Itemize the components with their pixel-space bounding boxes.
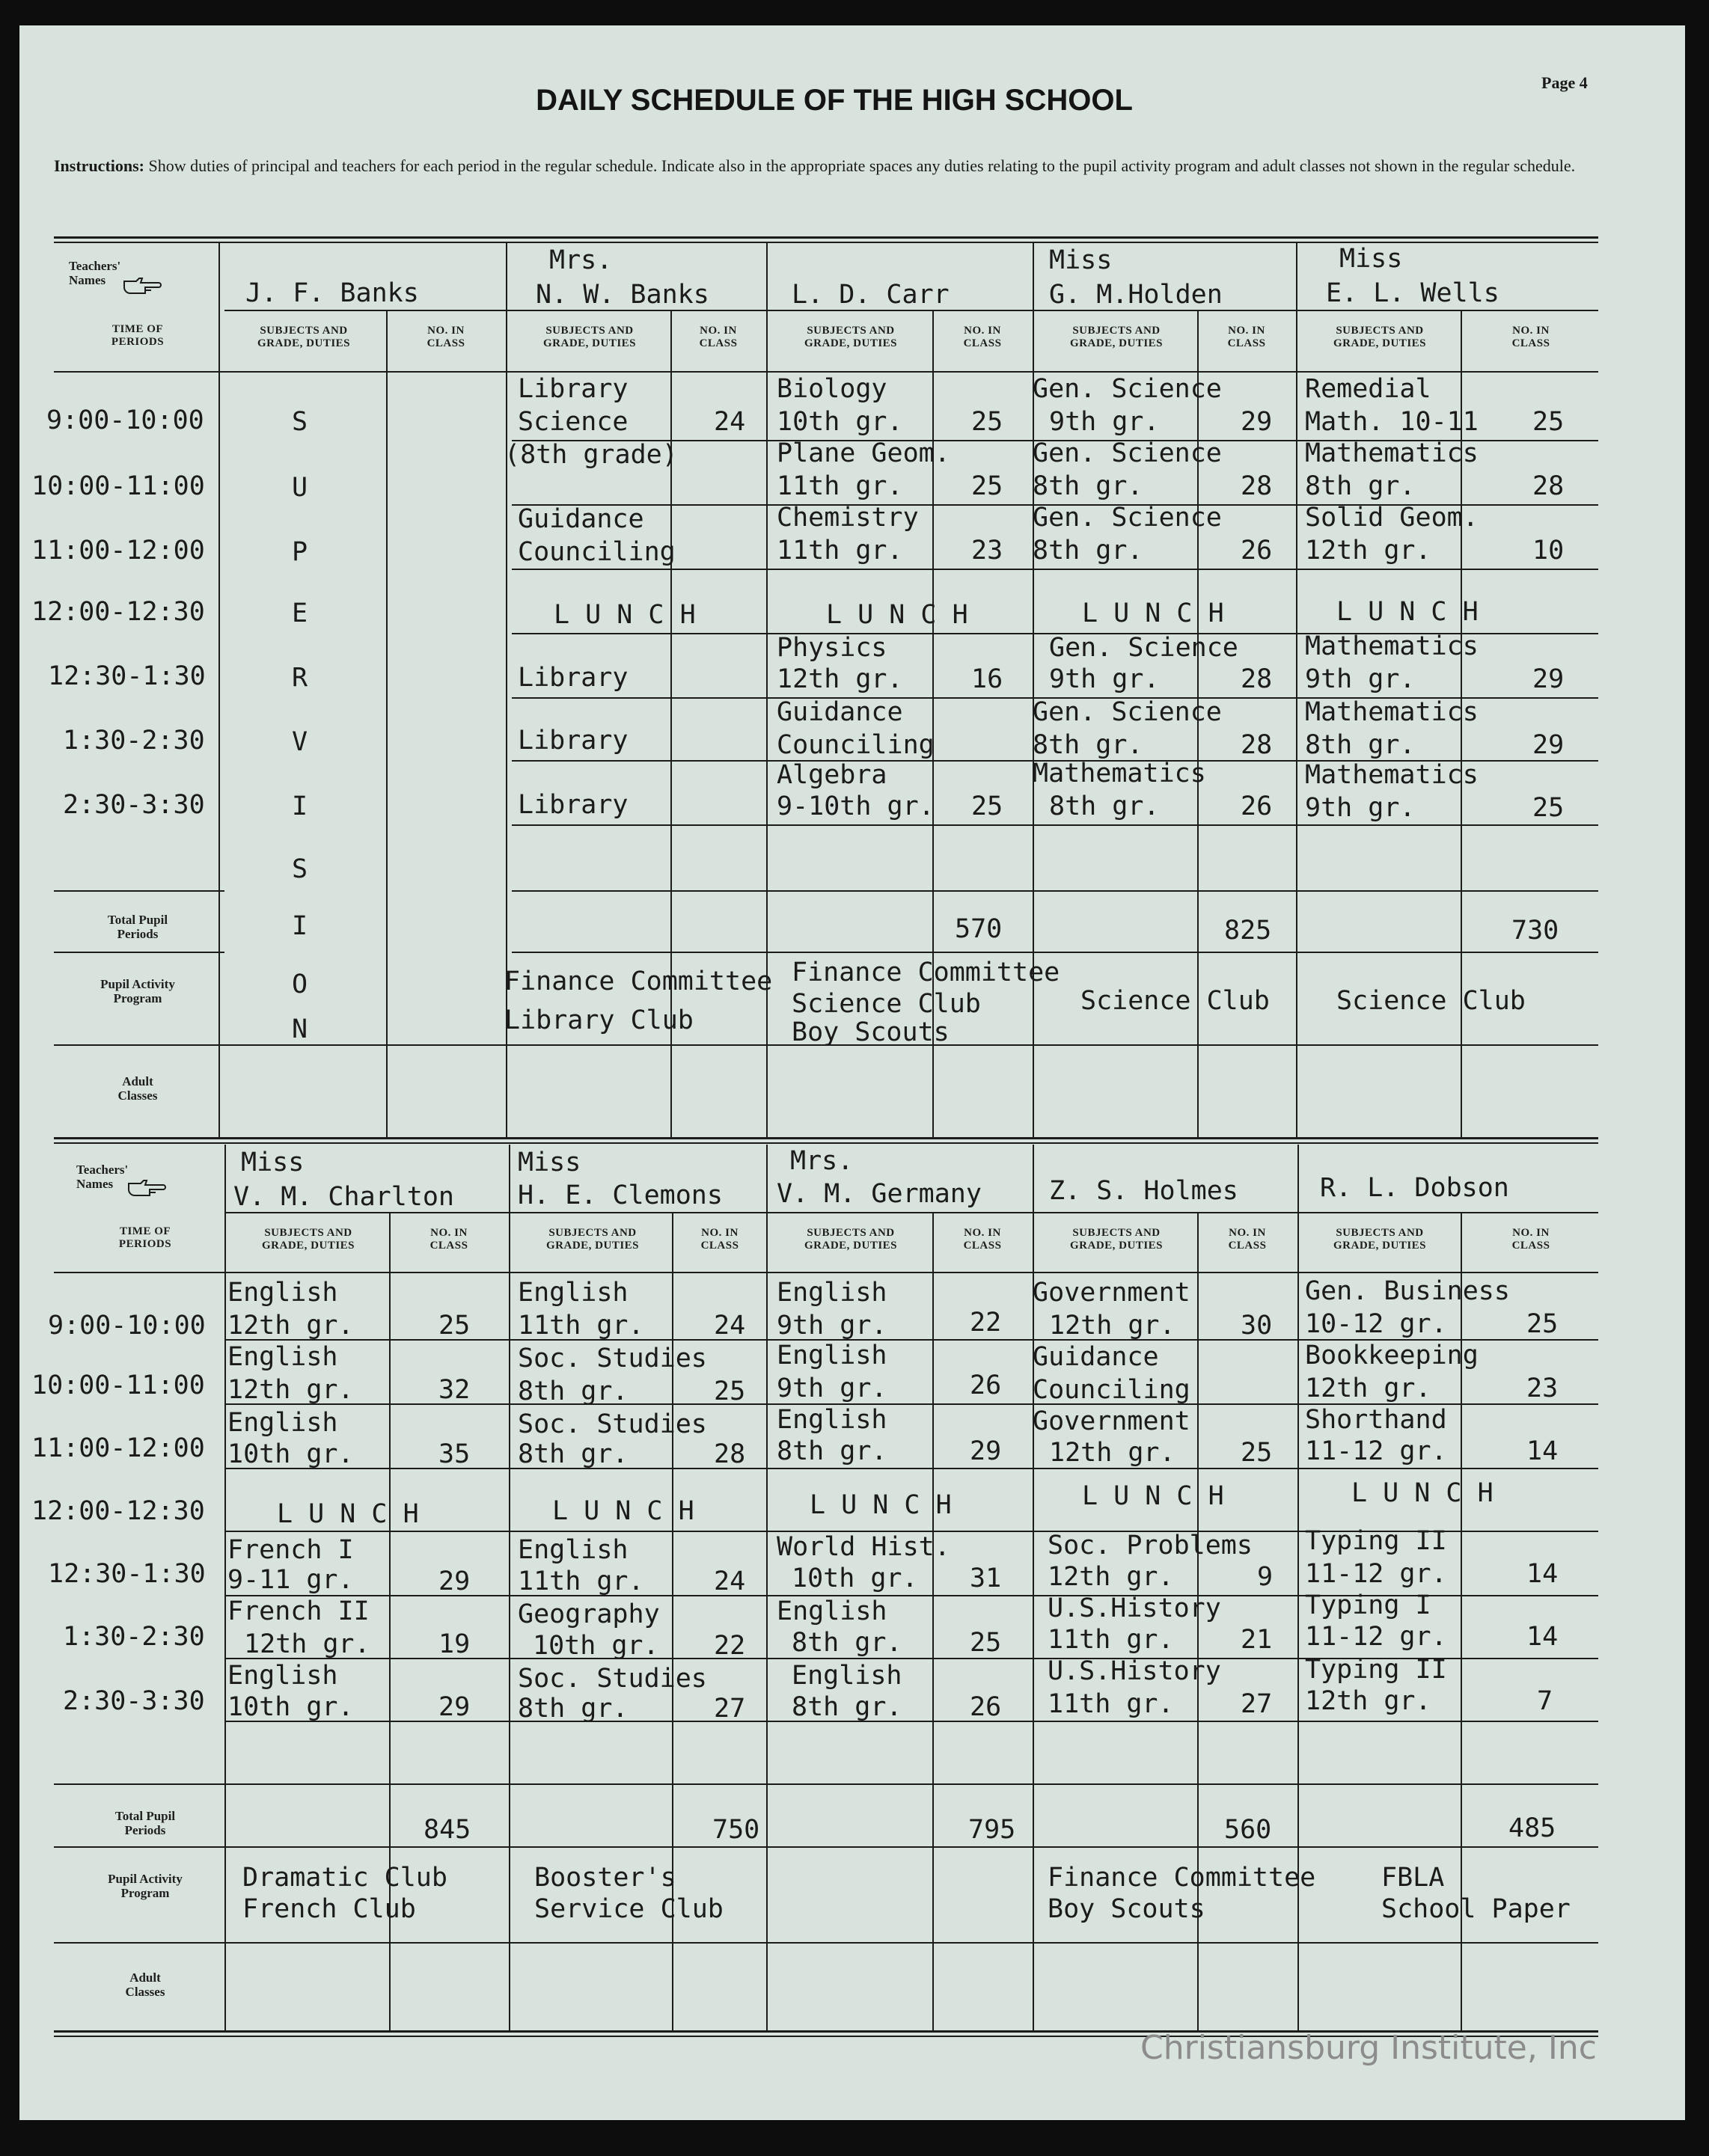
teacher-name: G. M.Holden — [1049, 280, 1223, 310]
schedule-entry: Guidance — [1033, 1342, 1159, 1372]
activity-entry: School Paper — [1381, 1894, 1571, 1924]
class-size: 25 — [1532, 793, 1565, 823]
activity-entry: Science Club — [1336, 986, 1526, 1016]
schedule-entry: Government — [1033, 1406, 1190, 1436]
schedule-entry: 8th gr. — [1033, 471, 1143, 501]
class-size: 25 — [1241, 1438, 1273, 1468]
schedule-entry: Library — [518, 663, 629, 693]
table1-top-rule — [54, 236, 1598, 239]
supervision-letter: S — [292, 407, 308, 437]
schedule-entry: 12th gr. — [1048, 1562, 1174, 1592]
header-rule — [224, 310, 1598, 311]
lunch-label: L U N C H — [554, 600, 696, 630]
schedule-entry: 12th gr. — [1049, 1311, 1175, 1341]
teachers-names-label: Teachers' Names — [69, 259, 121, 287]
activity-entry: Booster's — [534, 1863, 676, 1893]
pointing-hand-icon — [123, 277, 163, 295]
class-size: 32 — [438, 1375, 471, 1405]
row-rule — [224, 1468, 1598, 1469]
class-size: 22 — [970, 1308, 1002, 1338]
subjects-duties-label: SUBJECTS AND GRADE, DUTIES — [1333, 1227, 1427, 1252]
schedule-entry: 9-11 gr. — [227, 1565, 354, 1595]
schedule-entry: Soc. Studies — [518, 1409, 707, 1439]
schedule-entry: 11-12 gr. — [1305, 1436, 1447, 1466]
schedule-entry: Library — [518, 790, 629, 820]
activity-entry: Library Club — [504, 1005, 694, 1035]
no-in-class-label: NO. IN CLASS — [699, 325, 738, 349]
class-size: 29 — [438, 1692, 471, 1722]
period-time: 9:00-10:00 — [48, 1311, 206, 1341]
class-size: 23 — [971, 536, 1003, 566]
column-rule — [1297, 1145, 1299, 2032]
class-size: 9 — [1257, 1562, 1274, 1592]
class-size: 28 — [1241, 664, 1273, 694]
total-periods: 845 — [424, 1815, 471, 1845]
instructions — [54, 156, 1600, 177]
subjects-duties-label: SUBJECTS AND GRADE, DUTIES — [804, 325, 898, 349]
schedule-entry: English — [518, 1278, 629, 1308]
class-size: 35 — [438, 1439, 471, 1469]
schedule-entry: 9th gr. — [1049, 664, 1160, 694]
class-size: 10 — [1532, 536, 1565, 566]
schedule-entry: English — [792, 1661, 902, 1691]
teacher-title: Mrs. — [790, 1146, 854, 1176]
total-periods: 560 — [1224, 1815, 1272, 1845]
column-rule — [386, 311, 388, 1137]
schedule-entry: World Hist. — [777, 1532, 950, 1562]
schedule-entry: Soc. Studies — [518, 1664, 707, 1694]
pointing-hand-icon — [127, 1179, 168, 1197]
header-rule — [224, 1212, 1598, 1213]
subjects-duties-label: SUBJECTS AND GRADE, DUTIES — [545, 1227, 640, 1252]
page-number: Page 4 — [1541, 73, 1588, 92]
activity-entry: FBLA — [1381, 1863, 1445, 1893]
schedule-entry: 9-10th gr. — [777, 791, 935, 821]
subjects-duties-label: SUBJECTS AND GRADE, DUTIES — [804, 1227, 898, 1252]
class-size: 26 — [970, 1371, 1002, 1400]
class-size: 25 — [971, 471, 1003, 501]
schedule-entry: Soc. Problems — [1048, 1531, 1253, 1561]
class-size: 24 — [714, 1311, 746, 1341]
schedule-entry: 11th gr. — [1048, 1689, 1174, 1719]
class-size: 25 — [971, 407, 1003, 437]
schedule-entry: Mathematics — [1305, 760, 1479, 790]
schedule-entry: Guidance — [777, 697, 903, 727]
schedule-entry: 10-12 gr. — [1305, 1309, 1447, 1339]
column-rule — [224, 1145, 226, 2032]
schedule-entry: U.S.History — [1048, 1656, 1221, 1686]
schedule-entry: Shorthand — [1305, 1405, 1447, 1435]
schedule-entry: 12th gr. — [1049, 1438, 1175, 1468]
teacher-name: V. M. Germany — [777, 1179, 982, 1209]
schedule-entry: U.S.History — [1048, 1593, 1221, 1623]
activity-entry: Boy Scouts — [1048, 1894, 1205, 1924]
class-size: 25 — [971, 791, 1003, 821]
activity-entry: Finance Committee — [792, 958, 1060, 987]
schedule-entry: 11th gr. — [1048, 1625, 1174, 1655]
class-size: 14 — [1526, 1559, 1559, 1589]
total-periods: 795 — [968, 1815, 1016, 1845]
no-in-class-label: NO. IN CLASS — [700, 1227, 739, 1252]
schedule-entry: English — [227, 1408, 338, 1438]
class-size: 25 — [438, 1311, 471, 1341]
class-size: 28 — [1241, 471, 1273, 501]
schedule-entry: Gen. Science — [1033, 697, 1222, 727]
no-in-class-label: NO. IN CLASS — [963, 325, 1002, 349]
period-time: 2:30-3:30 — [63, 1686, 205, 1716]
schedule-entry: French II — [227, 1596, 370, 1626]
column-rule — [766, 242, 768, 1137]
totals-rule — [512, 952, 1598, 953]
schedule-entry: (8th grade) — [504, 440, 678, 470]
subjects-duties-label: SUBJECTS AND GRADE, DUTIES — [1333, 325, 1427, 349]
class-size: 27 — [714, 1694, 746, 1724]
class-size: 31 — [970, 1564, 1002, 1593]
schedule-entry: 11th gr. — [777, 536, 903, 566]
period-time: 9:00-10:00 — [46, 405, 204, 435]
schedule-entry: English — [777, 1341, 887, 1371]
period-time: 11:00-12:00 — [31, 536, 205, 566]
class-size: 28 — [1241, 730, 1273, 760]
class-size: 26 — [1241, 791, 1273, 821]
supervision-letter: I — [292, 911, 308, 941]
schedule-entry: 8th gr. — [777, 1436, 887, 1466]
activity-entry: Finance Committee — [1048, 1863, 1316, 1893]
class-size: 24 — [714, 407, 746, 437]
class-size: 27 — [1241, 1689, 1273, 1719]
activity-entry: French Club — [242, 1894, 416, 1924]
instructions-lead: Instructions: — [54, 156, 145, 175]
supervision-letter: I — [292, 791, 308, 821]
schedule-entry: 11th gr. — [518, 1311, 644, 1341]
schedule-entry: 12th gr. — [1305, 1686, 1431, 1716]
period-time: 1:30-2:30 — [63, 1622, 205, 1652]
total-periods: 570 — [955, 914, 1003, 944]
teacher-name: L. D. Carr — [792, 280, 950, 310]
adult-classes-label: Adult Classes — [117, 1074, 158, 1103]
schedule-entry: Gen. Science — [1033, 374, 1222, 404]
class-size: 29 — [1241, 407, 1273, 437]
schedule-entry: Counciling — [518, 537, 676, 567]
time-periods-label: TIME OF PERIODS — [118, 1225, 172, 1250]
totals-rule — [54, 1783, 1598, 1785]
schedule-entry: 9th gr. — [1049, 407, 1160, 437]
time-periods-label: TIME OF PERIODS — [111, 323, 165, 348]
teacher-name: H. E. Clemons — [518, 1180, 723, 1210]
subjects-duties-label: SUBJECTS AND GRADE, DUTIES — [1069, 1227, 1164, 1252]
schedule-entry: English — [777, 1405, 887, 1435]
subjects-duties-label: SUBJECTS AND GRADE, DUTIES — [261, 1227, 355, 1252]
teacher-name: Z. S. Holmes — [1049, 1176, 1238, 1206]
schedule-entry: Gen. Science — [1033, 503, 1222, 533]
no-in-class-label: NO. IN CLASS — [1228, 1227, 1267, 1252]
class-size: 25 — [1532, 407, 1565, 437]
activity-entry: Boy Scouts — [792, 1017, 950, 1047]
activity-entry: Dramatic Club — [242, 1863, 447, 1893]
class-size: 22 — [714, 1631, 746, 1661]
subjects-duties-label: SUBJECTS AND GRADE, DUTIES — [542, 325, 637, 349]
supervision-letter: S — [292, 854, 308, 884]
schedule-entry: Guidance — [518, 504, 644, 534]
schedule-entry: Library — [518, 726, 629, 756]
lunch-label: L U N C H — [1082, 1481, 1224, 1511]
teacher-title: Miss — [241, 1148, 305, 1177]
schedule-entry: English — [777, 1278, 887, 1308]
instructions-text: Show duties of principal and teachers for each period in the regular schedule. Indicate also in the appropriate spaces any duties relating to the pupil activity program and adult classes not shown in the regular schedule. — [148, 156, 1576, 175]
teacher-title: Miss — [1339, 244, 1403, 274]
schedule-entry: Government — [1033, 1278, 1190, 1308]
schedule-entry: Counciling — [777, 730, 935, 760]
schedule-entry: French I — [227, 1535, 354, 1565]
schedule-entry: 8th gr. — [518, 1376, 629, 1406]
class-size: 30 — [1241, 1311, 1273, 1341]
column-rule — [766, 1145, 768, 2032]
schedule-entry: 8th gr. — [1033, 730, 1143, 760]
lunch-label: L U N C H — [1082, 598, 1224, 628]
schedule-entry: Mathematics — [1033, 759, 1206, 788]
class-size: 25 — [1526, 1309, 1559, 1339]
row-rule — [512, 824, 1598, 826]
teacher-name: J. F. Banks — [245, 278, 419, 308]
class-size: 29 — [1532, 664, 1565, 694]
schedule-entry: English — [227, 1342, 338, 1372]
schedule-entry: 10th gr. — [792, 1564, 918, 1593]
class-size: 25 — [970, 1628, 1002, 1658]
activity-rule — [54, 1942, 1598, 1944]
class-size: 26 — [1241, 536, 1273, 566]
schedule-entry: 11-12 gr. — [1305, 1622, 1447, 1652]
schedule-entry: 12th gr. — [244, 1629, 370, 1659]
schedule-entry: 10th gr. — [777, 407, 903, 437]
teacher-name: N. W. Banks — [536, 280, 709, 310]
lunch-label: L U N C H — [1351, 1478, 1494, 1508]
adult-classes-label: Adult Classes — [125, 1970, 165, 1999]
teacher-name: R. L. Dobson — [1320, 1173, 1509, 1203]
class-size: 14 — [1526, 1622, 1559, 1652]
period-time: 2:30-3:30 — [63, 790, 205, 820]
class-size: 29 — [438, 1567, 471, 1596]
class-size: 23 — [1526, 1373, 1559, 1403]
activity-entry: Science Club — [1080, 986, 1270, 1016]
schedule-entry: 12th gr. — [227, 1375, 354, 1405]
schedule-entry: 10th gr. — [227, 1439, 354, 1469]
schedule-entry: Counciling — [1033, 1375, 1190, 1405]
supervision-letter: O — [292, 970, 308, 999]
schedule-entry: 8th gr. — [518, 1439, 629, 1469]
watermark: Christiansburg Institute, Inc — [1140, 2029, 1597, 2067]
schedule-entry: Gen. Business — [1305, 1276, 1510, 1306]
schedule-entry: Gen. Science — [1049, 633, 1238, 663]
schedule-entry: Algebra — [777, 760, 887, 790]
schedule-entry: 12th gr. — [1305, 1373, 1431, 1403]
schedule-entry: 12th gr. — [1305, 536, 1431, 566]
schedule-entry: Biology — [777, 374, 887, 404]
class-size: 24 — [714, 1567, 746, 1596]
schedule-entry: Mathematics — [1305, 631, 1479, 661]
schedule-entry: 8th gr. — [1049, 791, 1160, 821]
schedule-entry: 9th gr. — [777, 1373, 887, 1403]
teacher-title: Miss — [518, 1148, 581, 1177]
total-periods: 730 — [1511, 916, 1559, 946]
column-rule — [509, 1145, 510, 2032]
schedule-entry: Chemistry — [777, 503, 919, 533]
total-pupil-periods-label: Total Pupil Periods — [107, 913, 168, 941]
table1-top-rule-2 — [54, 242, 1598, 243]
lunch-label: L U N C H — [277, 1499, 419, 1529]
schedule-entry: 11-12 gr. — [1305, 1559, 1447, 1589]
no-in-class-label: NO. IN CLASS — [1511, 325, 1550, 349]
supervision-letter: R — [292, 663, 308, 693]
class-size: 25 — [714, 1376, 746, 1406]
teacher-title: Mrs. — [549, 245, 613, 275]
schedule-entry: Plane Geom. — [777, 438, 950, 468]
class-size: 28 — [714, 1439, 746, 1469]
no-in-class-label: NO. IN CLASS — [427, 325, 465, 349]
schedule-entry: 11th gr. — [518, 1567, 644, 1596]
subheader-rule — [54, 371, 1598, 373]
schedule-entry: Typing II — [1305, 1655, 1447, 1685]
table1-bottom-rule-2 — [54, 1142, 1598, 1144]
no-in-class-label: NO. IN CLASS — [1227, 325, 1266, 349]
totals-rule — [54, 1846, 1598, 1848]
schedule-entry: 8th gr. — [518, 1694, 629, 1724]
row-rule — [224, 1721, 1598, 1722]
schedule-entry: English — [227, 1661, 338, 1691]
total-periods: 750 — [712, 1815, 760, 1845]
table1-bottom-rule — [54, 1137, 1598, 1139]
schedule-entry: Mathematics — [1305, 697, 1479, 727]
schedule-entry: Mathematics — [1305, 438, 1479, 468]
period-time: 12:30-1:30 — [48, 1559, 206, 1589]
class-size: 29 — [1532, 730, 1565, 760]
row-rule — [54, 890, 224, 892]
activity-entry: Service Club — [534, 1894, 724, 1924]
class-size: 28 — [1532, 471, 1565, 501]
class-size: 19 — [438, 1629, 471, 1659]
period-time: 12:00-12:30 — [31, 1496, 205, 1526]
schedule-entry: Bookkeeping — [1305, 1341, 1479, 1371]
supervision-letter: E — [292, 598, 308, 628]
supervision-letter: U — [292, 473, 308, 503]
period-time: 11:00-12:00 — [31, 1433, 205, 1463]
schedule-entry: Science — [518, 407, 629, 437]
schedule-entry: Typing II — [1305, 1526, 1447, 1556]
schedule-entry: English — [518, 1535, 629, 1565]
page-title: DAILY SCHEDULE OF THE HIGH SCHOOL — [536, 84, 1133, 117]
supervision-letter: V — [292, 727, 308, 757]
total-periods: 825 — [1224, 916, 1272, 946]
period-time: 12:00-12:30 — [31, 597, 205, 627]
schedule-entry: 8th gr. — [792, 1628, 902, 1658]
schedule-entry: Library — [518, 374, 629, 404]
schedule-entry: 8th gr. — [1033, 536, 1143, 566]
total-pupil-periods-label: Total Pupil Periods — [114, 1809, 176, 1837]
supervision-letter: P — [292, 537, 308, 567]
schedule-entry: Typing I — [1305, 1590, 1431, 1620]
schedule-entry: Gen. Science — [1033, 438, 1222, 468]
schedule-entry: Math. 10-11 — [1305, 407, 1479, 437]
schedule-entry: 8th gr. — [792, 1692, 902, 1722]
schedule-entry: 8th gr. — [1305, 730, 1416, 760]
teacher-name: E. L. Wells — [1326, 278, 1499, 308]
schedule-entry: Soc. Studies — [518, 1344, 707, 1373]
period-time: 1:30-2:30 — [63, 726, 205, 756]
schedule-entry: Physics — [777, 633, 887, 663]
class-size: 7 — [1537, 1686, 1553, 1716]
lunch-label: L U N C H — [810, 1490, 952, 1520]
column-rule — [932, 1213, 934, 2032]
schedule-entry: English — [777, 1596, 887, 1626]
lunch-label: L U N C H — [552, 1496, 694, 1526]
supervision-letter: N — [292, 1014, 308, 1044]
activity-entry: Science Club — [792, 989, 981, 1019]
schedule-entry: 12th gr. — [227, 1311, 354, 1341]
no-in-class-label: NO. IN CLASS — [1511, 1227, 1550, 1252]
schedule-entry: 10th gr. — [227, 1692, 354, 1722]
row-rule — [512, 890, 1598, 892]
no-in-class-label: NO. IN CLASS — [963, 1227, 1002, 1252]
activity-entry: Finance Committee — [504, 967, 773, 996]
class-size: 21 — [1241, 1625, 1273, 1655]
teachers-names-label: Teachers' Names — [76, 1163, 129, 1191]
schedule-entry: 9th gr. — [1305, 664, 1416, 694]
pupil-activity-program-label: Pupil Activity Program — [108, 1872, 183, 1900]
period-time: 10:00-11:00 — [31, 471, 205, 501]
row-rule — [512, 569, 1598, 570]
total-periods: 485 — [1508, 1813, 1556, 1843]
period-time: 12:30-1:30 — [48, 661, 206, 691]
subheader-rule — [54, 1272, 1598, 1273]
no-in-class-label: NO. IN CLASS — [429, 1227, 468, 1252]
class-size: 26 — [970, 1692, 1002, 1722]
lunch-label: L U N C H — [1336, 597, 1479, 627]
lunch-label: L U N C H — [826, 600, 968, 630]
schedule-entry: 10th gr. — [533, 1631, 659, 1661]
subjects-duties-label: SUBJECTS AND GRADE, DUTIES — [257, 325, 351, 349]
column-rule — [1296, 242, 1297, 1137]
schedule-entry: Remedial — [1305, 374, 1431, 404]
pupil-activity-program-label: Pupil Activity Program — [100, 977, 175, 1005]
schedule-entry: 9th gr. — [777, 1311, 887, 1341]
schedule-entry: Solid Geom. — [1305, 503, 1479, 533]
schedule-entry: 12th gr. — [777, 664, 903, 694]
schedule-entry: Geography — [518, 1599, 660, 1629]
class-size: 29 — [970, 1436, 1002, 1466]
column-rule — [506, 242, 507, 1137]
class-size: 16 — [971, 664, 1003, 694]
period-time: 10:00-11:00 — [31, 1371, 205, 1400]
totals-rule — [54, 952, 224, 953]
schedule-entry: English — [227, 1278, 338, 1308]
schedule-entry: 9th gr. — [1305, 793, 1416, 823]
schedule-entry: 8th gr. — [1305, 471, 1416, 501]
subjects-duties-label: SUBJECTS AND GRADE, DUTIES — [1069, 325, 1164, 349]
teacher-title: Miss — [1049, 245, 1113, 275]
class-size: 14 — [1526, 1436, 1559, 1466]
teacher-name: V. M. Charlton — [233, 1182, 455, 1212]
column-rule — [218, 242, 220, 1137]
schedule-entry: 11th gr. — [777, 471, 903, 501]
